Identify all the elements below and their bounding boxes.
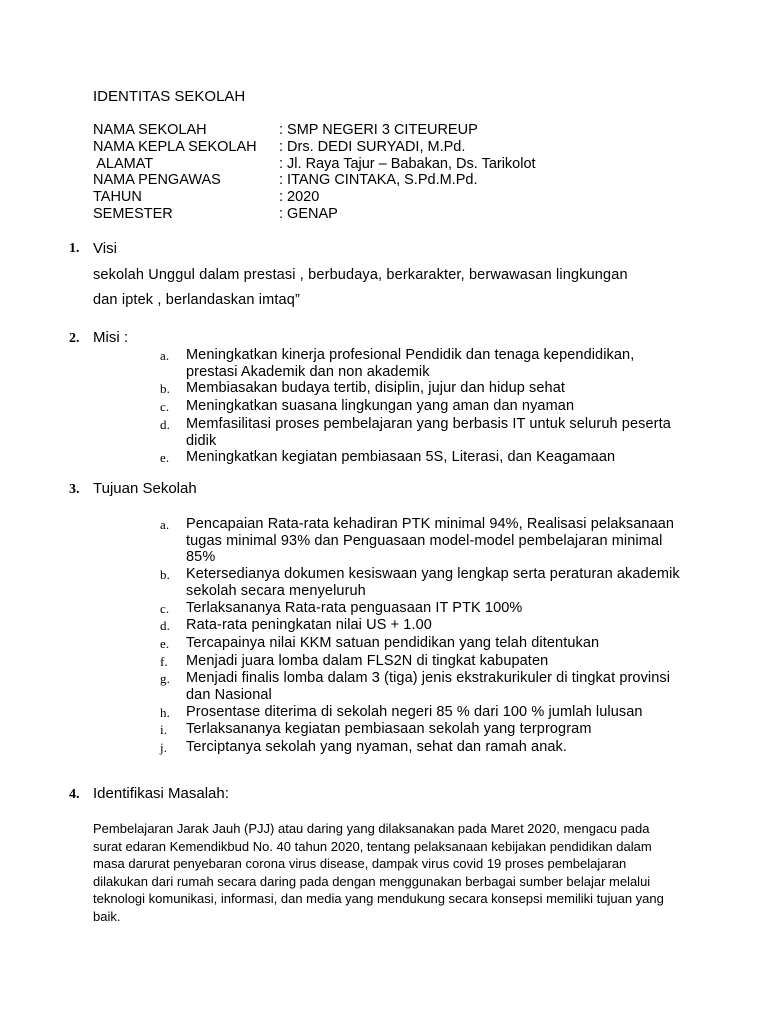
- list-item-text: Terciptanya sekolah yang nyaman, sehat dan ramah anak.: [186, 739, 568, 756]
- misi-list: [160, 347, 680, 467]
- list-marker: d.: [160, 618, 170, 634]
- list-item-text: Ketersedianya dokumen kesiswaan yang lengkap serta peraturan akademik sekolah secara menyeluruh: [186, 566, 680, 599]
- list-item: [160, 380, 680, 398]
- list-item: [160, 600, 680, 618]
- list-item-text: Prosentase diterima di sekolah negeri 85 % dari 100 % jumlah lulusan: [186, 703, 643, 720]
- list-item: [160, 398, 680, 416]
- list-marker: i.: [160, 722, 168, 738]
- visi-text: sekolah Unggul dalam prestasi , berbudaya, berkarakter, berwawasan lingkungan dan iptek , berlandaskan imtaq”: [93, 267, 628, 308]
- section-title-identifikasi: Identifikasi Masalah:: [93, 785, 229, 802]
- list-item-text: Memfasilitasi proses pembelajaran yang berbasis IT untuk seluruh peserta didik: [186, 415, 671, 449]
- list-item-text: Menjadi juara lomba dalam FLS2N di tingkat kabupaten: [186, 652, 549, 669]
- section-number: 3.: [69, 482, 80, 497]
- list-marker: d.: [160, 416, 170, 432]
- list-item-text: Menjadi finalis lomba dalam 3 (tiga) jenis ekstrakurikuler di tingkat provinsi dan Nasional: [186, 670, 671, 704]
- identity-label: NAMA PENGAWAS: [93, 172, 221, 189]
- list-item: [160, 347, 680, 380]
- list-item-text: Pencapaian Rata-rata kehadiran PTK minimal 94%, Realisasi pelaksanaan tugas minimal 93% dan Penguasaan model-model pembelajaran minimal 85%: [186, 516, 675, 566]
- section-number: 2.: [69, 331, 80, 346]
- list-item: [160, 416, 680, 449]
- list-item: [160, 516, 680, 566]
- identity-value: : Drs. DEDI SURYADI, M.Pd.: [279, 138, 466, 155]
- identity-value: : ITANG CINTAKA, S.Pd.M.Pd.: [279, 172, 478, 189]
- identity-row-address: [93, 156, 536, 173]
- identity-label: ALAMAT: [93, 155, 154, 172]
- list-item: [160, 449, 680, 467]
- list-marker: e.: [160, 635, 170, 651]
- list-marker: a.: [160, 348, 170, 363]
- list-item: [160, 653, 680, 671]
- list-item-text: Tercapainya nilai KKM satuan pendidikan yang telah ditentukan: [186, 634, 600, 651]
- list-marker: f.: [160, 653, 168, 669]
- identifikasi-paragraph: Pembelajaran Jarak Jauh (PJJ) atau daring yang dilaksanakan pada Maret 2020, mengacu pada surat edaran Kemendikbud No. 40 tahun 2020, tentang pelaksanaan kebijakan pendidikan dalam masa darurat penyebaran corona virus disease, dampak virus covid 19 proses pembelajaran dilakukan dari rumah secara daring pada dengan menggunakan berbagai sumber belajar melalui teknologi komunikasi, informasi, dan media yang mendukung secara konsepsi memiliki tujuan yang baik.: [93, 821, 664, 924]
- section-title-tujuan: Tujuan Sekolah: [93, 480, 197, 497]
- list-marker: j.: [160, 740, 168, 756]
- identity-value: : GENAP: [279, 205, 338, 222]
- identity-label: SEMESTER: [93, 205, 173, 222]
- list-item: [160, 739, 680, 757]
- list-item: [160, 617, 680, 635]
- list-item: [160, 566, 680, 599]
- list-item-text: Terlaksananya kegiatan pembiasaan sekolah yang terprogram: [186, 721, 592, 738]
- section-number: 4.: [69, 787, 80, 802]
- identity-row-semester: [93, 206, 536, 223]
- list-item-text: Terlaksananya Rata-rata penguasaan IT PTK 100%: [186, 599, 523, 616]
- list-marker: a.: [160, 517, 170, 532]
- list-marker: b.: [160, 567, 170, 583]
- identity-value: : 2020: [279, 189, 320, 206]
- list-item-text: Meningkatkan kinerja profesional Pendidik dan tenaga kependidikan, prestasi Akademik dan non akademik: [186, 347, 635, 380]
- identity-row-supervisor: [93, 172, 536, 189]
- list-marker: c.: [160, 399, 170, 415]
- section-title-visi: Visi: [93, 240, 117, 257]
- list-item-text: Meningkatkan suasana lingkungan yang aman dan nyaman: [186, 398, 575, 415]
- list-marker: h.: [160, 704, 170, 720]
- list-item-text: Meningkatkan kegiatan pembiasaan 5S, Literasi, dan Keagamaan: [186, 449, 616, 466]
- tujuan-list: [160, 516, 680, 757]
- identity-value: : Jl. Raya Tajur – Babakan, Ds. Tarikolot: [279, 155, 536, 172]
- list-marker: g.: [160, 671, 170, 687]
- identity-value: : SMP NEGERI 3 CITEUREUP: [279, 122, 478, 138]
- list-item: [160, 670, 680, 703]
- list-marker: c.: [160, 600, 170, 616]
- identity-row-school-name: [93, 122, 536, 139]
- list-item: [160, 704, 680, 722]
- identity-row-year: [93, 189, 536, 206]
- section-number: 1.: [69, 241, 80, 256]
- school-identity: [93, 122, 536, 223]
- identity-row-principal: [93, 139, 536, 156]
- list-item-text: Rata-rata peningkatan nilai US + 1.00: [186, 617, 432, 634]
- list-item: [160, 635, 680, 653]
- identity-label: NAMA KEPLA SEKOLAH: [93, 138, 257, 155]
- identity-label: TAHUN: [93, 189, 142, 206]
- list-item-text: Membiasakan budaya tertib, disiplin, jujur dan hidup sehat: [186, 380, 565, 397]
- document-heading: IDENTITAS SEKOLAH: [93, 88, 246, 105]
- section-title-misi: Misi :: [93, 329, 128, 346]
- list-marker: e.: [160, 450, 170, 466]
- identity-label: NAMA SEKOLAH: [93, 122, 207, 138]
- list-item: [160, 721, 680, 739]
- list-marker: b.: [160, 381, 170, 397]
